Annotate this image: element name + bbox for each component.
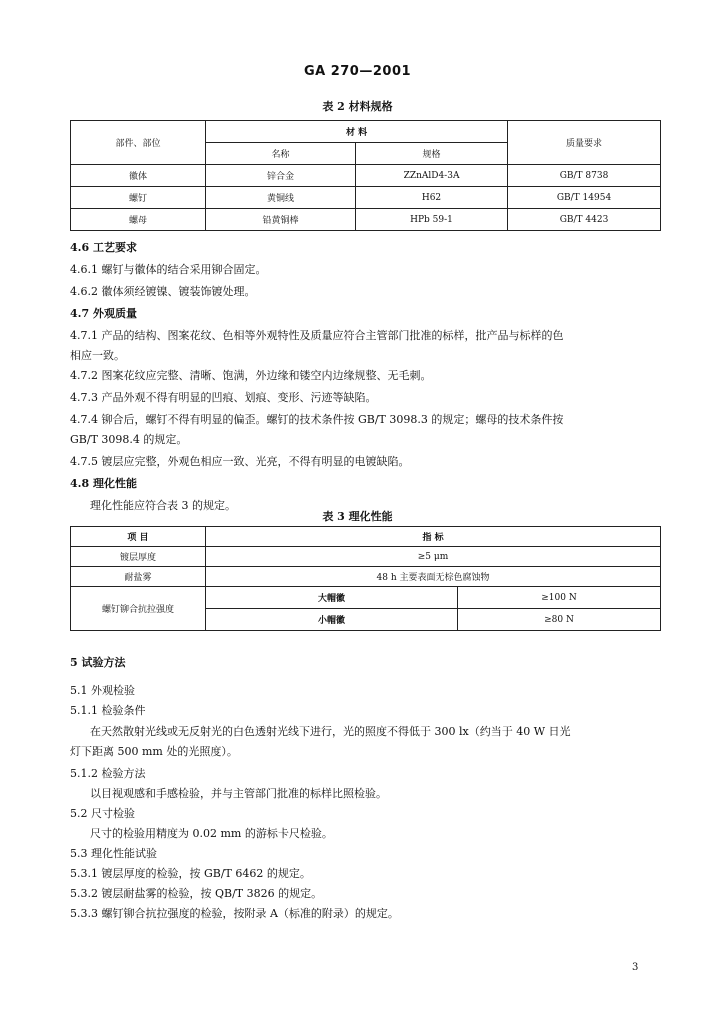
clause-5-3-1: 5.3.1 镀层厚度的检验，按 GB/T 6462 的规定。: [70, 867, 311, 880]
clause-5-1-2: 5.1.2 检验方法: [70, 767, 146, 780]
table-row: [71, 187, 661, 209]
table-row: [71, 567, 661, 587]
clause-5-1-1-text: 在天然散射光线或无反射光的白色透射光线下进行，光的照度不得低于 300 lx（约当于 40 W 日光: [90, 725, 571, 738]
page-header: GA 270—2001: [303, 64, 412, 79]
cell-part: 徽体: [71, 165, 206, 187]
cell-item: 耐盐雾: [71, 567, 206, 587]
clause-4-7-1: 4.7.1 产品的结构、图案花纹、色相等外观特性及质量应符合主管部门批准的标样，批产品与标样的色: [70, 329, 564, 342]
table-row: [71, 547, 661, 567]
table3-caption: 表 3 理化性能: [322, 510, 393, 523]
cell-item: 镀层厚度: [71, 547, 206, 567]
clause-4-7-2: 4.7.2 图案花纹应完整、清晰、饱满，外边缘和镂空内边缘规整、无毛刺。: [70, 369, 432, 382]
clause-4-6-2: 4.6.2 徽体须经镀镍、镀装饰镀处理。: [70, 285, 256, 298]
cell-value: ≥100 N: [458, 587, 661, 609]
cell-part: 螺母: [71, 209, 206, 231]
cell-value: ≥80 N: [458, 609, 661, 631]
page-number: 3: [632, 962, 639, 973]
cell-subitem: 大帽徽: [206, 587, 458, 609]
clause-5-1-1: 5.1.1 检验条件: [70, 704, 146, 717]
cell-name: 锌合金: [206, 165, 356, 187]
clause-4-7-5: 4.7.5 镀层应完整，外观色相应一致、光亮，不得有明显的电镀缺陷。: [70, 455, 410, 468]
clause-4-7-4: 4.7.4 铆合后，螺钉不得有明显的偏歪。螺钉的技术条件按 GB/T 3098.3 的规定；螺母的技术条件按: [70, 413, 564, 426]
clause-5-3-2: 5.3.2 镀层耐盐雾的检验，按 QB/T 3826 的规定。: [70, 887, 323, 900]
cell-name: 黄铜线: [206, 187, 356, 209]
header-index: 指 标: [206, 527, 661, 547]
table-row: [71, 165, 661, 187]
clause-4-7-3: 4.7.3 产品外观不得有明显的凹痕、划痕、变形、污迹等缺陷。: [70, 391, 377, 404]
section-4-8-title: 4.8 理化性能: [70, 477, 137, 490]
clause-5-1: 5.1 外观检验: [70, 684, 135, 697]
header-material: 材 料: [206, 121, 508, 143]
header-name: 名称: [206, 143, 356, 165]
section-4-7-title: 4.7 外观质量: [70, 307, 137, 320]
clause-5-3-3: 5.3.3 螺钉铆合抗拉强度的检验，按附录 A（标准的附录）的规定。: [70, 907, 399, 920]
cell-subitem: 小帽徽: [206, 609, 458, 631]
clause-5-1-1-text-cont: 灯下距离 500 mm 处的光照度）。: [70, 745, 238, 758]
section-5-title: 5 试验方法: [70, 656, 126, 669]
table2-caption: 表 2 材料规格: [322, 100, 393, 113]
cell-spec: H62: [356, 187, 508, 209]
header-part: 部件、部位: [71, 121, 206, 165]
physical-chemical-table: [70, 526, 661, 631]
material-spec-table: [70, 120, 661, 231]
cell-spec: ZZnAlD4-3A: [356, 165, 508, 187]
cell-quality: GB/T 14954: [508, 187, 661, 209]
clause-4-8-text: 理化性能应符合表 3 的规定。: [90, 499, 236, 512]
clause-4-7-1-cont: 相应一致。: [70, 349, 125, 362]
clause-5-3: 5.3 理化性能试验: [70, 847, 157, 860]
cell-part: 螺钉: [71, 187, 206, 209]
cell-value: ≥5 μm: [206, 547, 661, 567]
cell-item: 螺钉铆合抗拉强度: [71, 587, 206, 631]
cell-quality: GB/T 4423: [508, 209, 661, 231]
header-spec: 规格: [356, 143, 508, 165]
clause-4-7-4-cont: GB/T 3098.4 的规定。: [70, 433, 188, 446]
table-row: [71, 587, 661, 609]
cell-name: 铅黄铜棒: [206, 209, 356, 231]
clause-5-1-2-text: 以目视观感和手感检验，并与主管部门批准的标样比照检验。: [90, 787, 387, 800]
clause-5-2: 5.2 尺寸检验: [70, 807, 135, 820]
table-row: [71, 209, 661, 231]
section-4-6-title: 4.6 工艺要求: [70, 241, 137, 254]
cell-spec: HPb 59-1: [356, 209, 508, 231]
header-item: 项 目: [71, 527, 206, 547]
clause-4-6-1: 4.6.1 螺钉与徽体的结合采用铆合固定。: [70, 263, 267, 276]
clause-5-2-text: 尺寸的检验用精度为 0.02 mm 的游标卡尺检验。: [90, 827, 333, 840]
header-quality: 质量要求: [508, 121, 661, 165]
cell-quality: GB/T 8738: [508, 165, 661, 187]
cell-value: 48 h 主要表面无棕色腐蚀物: [206, 567, 661, 587]
